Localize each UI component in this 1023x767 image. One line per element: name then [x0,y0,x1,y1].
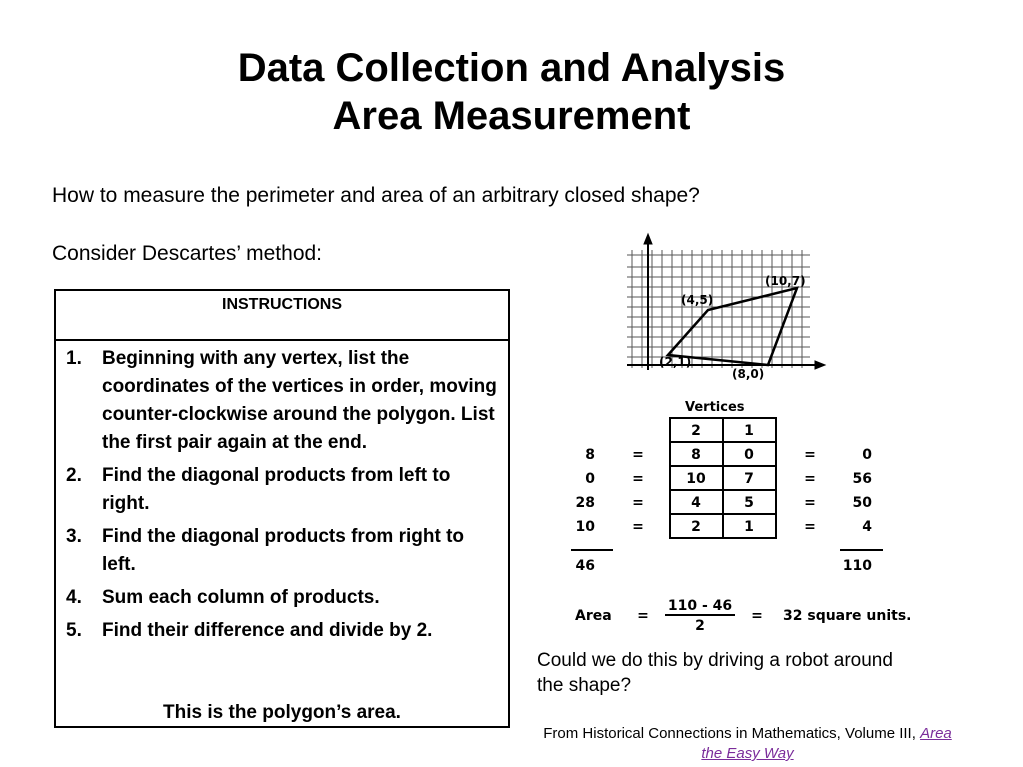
instructions-list [56,341,508,645]
step-number: 2. [66,465,82,486]
equals-sign: = [632,447,644,463]
source-prefix: From Historical Connections in Mathematics, Volume III, [543,725,921,742]
descartes-figure [535,230,935,635]
left-product: 10 [575,519,595,535]
table-cell: 10 [686,471,706,487]
right-product: 0 [862,447,872,463]
table-cell: 2 [691,423,701,439]
equals-sign: = [804,519,816,535]
left-product: 28 [575,495,595,511]
instruction-step [66,584,500,612]
instructions-header: INSTRUCTIONS [56,291,508,341]
vertices-title: Vertices [685,400,745,415]
equals-sign: = [632,495,644,511]
source-citation [535,724,960,764]
table-cell: 2 [691,519,701,535]
vertex-label: (2,1) [659,355,692,369]
equals-sign: = [632,471,644,487]
step-number: 5. [66,620,82,641]
instruction-step [66,462,500,518]
slide-title [0,44,1023,140]
equals-sign: = [632,519,644,535]
consider-text: Consider Descartes’ method: [52,242,323,265]
equals-sign: = [804,495,816,511]
table-cell: 7 [744,471,754,487]
equals-sign: = [804,447,816,463]
table-cell: 1 [744,423,754,439]
y-axis-arrow [644,234,652,244]
left-product: 8 [585,447,595,463]
area-numerator: 110 - 46 [667,598,733,614]
step-text: Find the diagonal products from right to left. [102,526,465,575]
step-text: Find the diagonal products from left to right. [102,465,451,514]
grid-lines [627,250,810,368]
right-product: 4 [862,519,872,535]
source-link[interactable]: Area the Easy Way [701,725,952,762]
instruction-step [66,523,500,579]
instructions-box [54,289,510,728]
instruction-step [66,345,500,457]
vertex-label: (8,0) [732,367,765,381]
x-axis-arrow [815,361,825,369]
title-line-1: Data Collection and Analysis [237,46,786,90]
equals-sign: = [804,471,816,487]
vertex-label: (10,7) [765,274,806,288]
left-products [571,447,644,574]
vertex-label: (4,5) [681,293,714,307]
area-formula [575,598,911,634]
right-products [804,447,883,574]
table-cell: 4 [691,495,701,511]
step-number: 1. [66,348,82,369]
area-result: 32 square units. [783,608,912,624]
vertices-table-values [686,423,754,535]
question-text: How to measure the perimeter and area of an arbitrary closed shape? [52,184,700,207]
title-line-2: Area Measurement [332,94,691,138]
instructions-conclusion: This is the polygon’s area. [163,702,401,723]
right-sum: 110 [842,558,872,574]
right-product: 56 [852,471,872,487]
step-number: 4. [66,587,82,608]
instruction-step [66,617,500,645]
step-text: Beginning with any vertex, list the coordinates of the vertices in order, moving counter-clockwise around the polygon. List the first pair again at the end. [102,348,497,453]
area-denominator: 2 [695,618,705,634]
right-product: 50 [852,495,872,511]
left-product: 0 [585,471,595,487]
table-cell: 8 [691,447,701,463]
table-cell: 1 [744,519,754,535]
left-sum: 46 [575,558,595,574]
table-cell: 5 [744,495,754,511]
step-number: 3. [66,526,82,547]
step-text: Sum each column of products. [102,587,380,608]
coordinate-graph [627,234,825,370]
table-cell: 0 [744,447,754,463]
robot-question: Could we do this by driving a robot around the shape? [537,650,893,696]
equals-sign: = [751,608,763,624]
area-label: Area [575,608,612,624]
equals-sign: = [637,608,649,624]
step-text: Find their difference and divide by 2. [102,620,433,641]
